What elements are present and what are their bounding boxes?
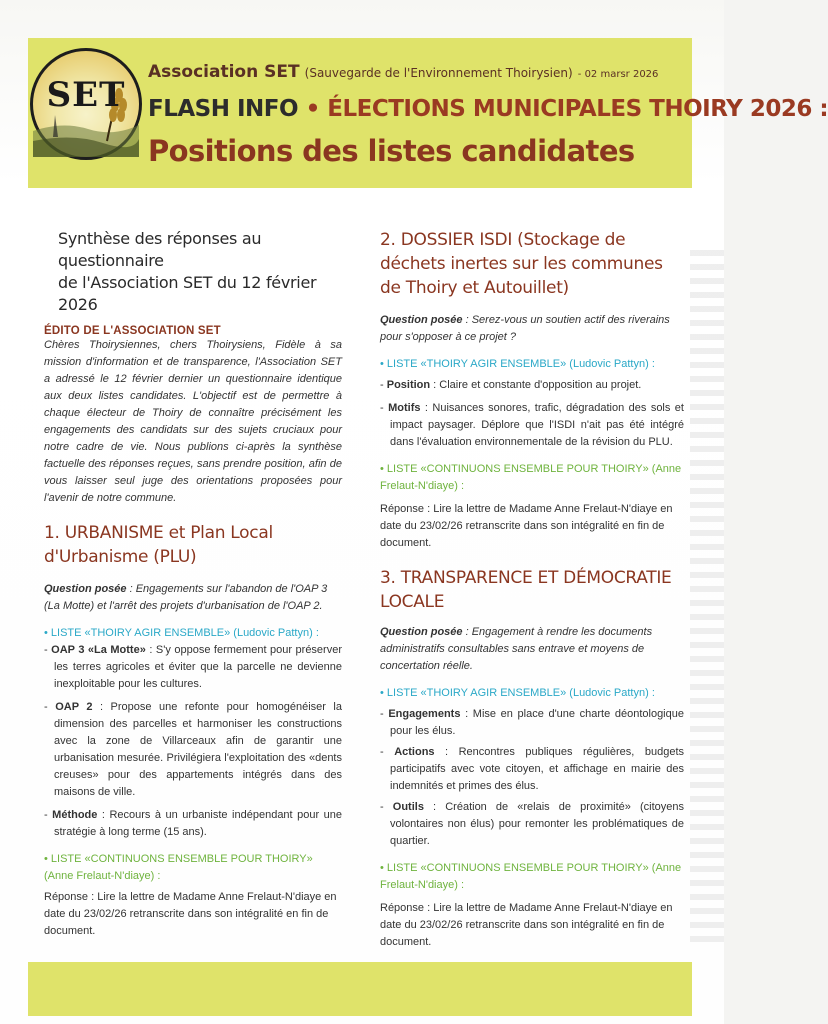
issue-date: - 02 marsr 2026 xyxy=(577,69,659,80)
item-label: Actions xyxy=(394,746,435,758)
section-3-list-b-head: • LISTE «CONTINUONS ENSEMBLE POUR THOIRY» (Anne Frelaut-N'diaye) : xyxy=(380,862,682,891)
edito-title: ÉDITO DE L'ASSOCIATION SET xyxy=(44,325,221,337)
left-column xyxy=(44,228,342,940)
footer-band xyxy=(28,962,692,1016)
synthesis-title-line-2: de l'Association SET du 12 février 2026 xyxy=(58,273,317,314)
section-3-title: 3. TRANSPARENCE ET DÉMOCRATIE LOCALE xyxy=(380,568,672,612)
flash-title: ÉLECTIONS MUNICIPALES THOIRY 2026 : xyxy=(327,96,828,122)
list-item: - Actions : Rencontres publiques régulières, budgets participatifs avec vote citoyen, et affichage en mairie des indemnités et primes des élus. xyxy=(380,746,684,792)
flash-separator: • xyxy=(298,96,328,122)
section-2-title: 2. DOSSIER ISDI (Stockage de déchets inertes sur les communes de Thoiry et Autouillet) xyxy=(380,230,663,298)
section-2-question xyxy=(380,312,684,346)
item-text: : Recours à un urbaniste indépendant pour une stratégie à long terme (15 ans). xyxy=(54,809,342,838)
list-item: - Méthode : Recours à un urbaniste indépendant pour une stratégie à long terme (15 ans). xyxy=(44,809,342,838)
item-text: : Claire et constante d'opposition au projet. xyxy=(430,379,642,391)
item-text: : S'y oppose fermement pour préserver les terres agricoles et éviter que la parcelle ne devienne inexploitable pour les cultures. xyxy=(54,644,342,690)
section-2-reply: Réponse : Lire la lettre de Madame Anne Frelaut-N'diaye en date du 23/02/26 retranscrite dans son intégralité en fin de document. xyxy=(380,503,673,549)
item-label: Méthode xyxy=(52,809,98,821)
item-label: OAP 2 xyxy=(55,701,93,713)
question-label: Question posée xyxy=(380,626,463,638)
list-item: - Engagements : Mise en place d'une charte déontologique pour les élus. xyxy=(380,708,684,737)
item-label: Motifs xyxy=(388,402,421,414)
section-1-list-b-head: • LISTE «CONTINUONS ENSEMBLE POUR THOIRY» (Anne Frelaut-N'diaye) : xyxy=(44,853,313,882)
flash-info-title xyxy=(148,96,828,122)
item-label: OAP 3 «La Motte» xyxy=(51,644,146,656)
item-text: : Nuisances sonores, trafic, dégradation des sols et impact paysager. Déplore que l'ISDI n'ait pas été intégré dans l'évaluation environnementale de la révision du PLU. xyxy=(390,402,684,448)
item-label: Outils xyxy=(392,801,424,813)
list-item: - Outils : Création de «relais de proximité» (citoyens volontaires non élus) pour remonter les problématiques de quartier. xyxy=(380,801,684,847)
section-2-list-b-head: • LISTE «CONTINUONS ENSEMBLE POUR THOIRY» (Anne Frelaut-N'diaye) : xyxy=(380,463,682,492)
association-name: Association SET xyxy=(148,62,300,82)
section-3-question xyxy=(380,624,684,675)
association-logo xyxy=(30,48,142,160)
item-label: Position xyxy=(386,379,431,391)
question-label: Question posée xyxy=(380,314,463,326)
question-text: : Serez-vous un soutien actif des riverains pour s'opposer à ce projet ? xyxy=(380,314,670,343)
list-item: - Position : Claire et constante d'opposition au projet. xyxy=(380,379,642,391)
logo-text: SET xyxy=(46,75,126,115)
synthesis-title-line-1: Synthèse des réponses au questionnaire xyxy=(58,229,262,270)
section-1-title: 1. URBANISME et Plan Local d'Urbanisme (PLU) xyxy=(44,523,273,567)
association-line xyxy=(148,62,688,82)
section-2-list-a-head: • LISTE «THOIRY AGIR ENSEMBLE» (Ludovic Pattyn) : xyxy=(380,358,655,370)
section-1-list-a-head: • LISTE «THOIRY AGIR ENSEMBLE» (Ludovic Pattyn) : xyxy=(44,627,319,639)
right-column xyxy=(380,228,684,951)
list-item: - OAP 3 «La Motte» : S'y oppose fermement pour préserver les terres agricoles et éviter que la parcelle ne devienne inexploitable pour les cultures. xyxy=(44,644,342,690)
section-1-question xyxy=(44,581,342,615)
item-label: Engagements xyxy=(388,708,461,720)
item-text: : Rencontres publiques régulières, budgets participatifs avec vote citoyen, et affichage en mairie des indemnités et primes des élus. xyxy=(390,746,684,792)
section-3-reply: Réponse : Lire la lettre de Madame Anne Frelaut-N'diaye en date du 23/02/26 retranscrite dans son intégralité en fin de document. xyxy=(380,902,673,948)
flash-prefix: FLASH INFO xyxy=(148,96,299,122)
item-text: : Création de «relais de proximité» (citoyens volontaires non élus) pour remonter les problématiques de quartier. xyxy=(390,801,684,847)
section-1-reply: Réponse : Lire la lettre de Madame Anne Frelaut-N'diaye en date du 23/02/26 retranscrite dans son intégralité en fin de document. xyxy=(44,891,337,937)
page-title: Positions des listes candidates xyxy=(148,134,635,168)
question-text: : Engagement à rendre les documents administratifs consultables sans entrave et moyens de concertation réelle. xyxy=(380,626,653,672)
section-3-list-a-head: • LISTE «THOIRY AGIR ENSEMBLE» (Ludovic Pattyn) : xyxy=(380,687,655,699)
synthesis-title xyxy=(44,228,342,316)
edito-body: Chères Thoirysiennes, chers Thoirysiens, Fidèle à sa mission d'information et de transparence, l'Association SET a adressé le 12 février dernier un questionnaire identique aux deux listes candidates. L'objectif est de permettre à chaque électeur de Thoiry de connaître précisément les engagements des candidats sur des sujets cruciaux pour notre cadre de vie. Nous publions ci-après la synthèse factuelle des réponses reçues, sans prendre position, afin de vous laisser seul juge des orientations proposées pour l'avenir de notre commune. xyxy=(44,339,342,504)
list-item: - OAP 2 : Propose une refonte pour homogénéiser la dimension des parcelles et harmoniser les constructions avec la zone de Villarceaux afin de garantir une urbanisation mesurée. Privilégiera l'exploitation des «dents creuses» pour des appartements intégrés dans des maisons de ville. xyxy=(44,701,342,798)
list-item: - Motifs : Nuisances sonores, trafic, dégradation des sols et impact paysager. Déplore que l'ISDI n'ait pas été intégré dans l'évaluation environnementale de la révision du PLU. xyxy=(380,402,684,448)
item-text: : Propose une refonte pour homogénéiser la dimension des parcelles et harmoniser les constructions avec la zone de Villarceaux afin de garantir une urbanisation mesurée. Privilégiera l'exploitation des «dents creuses» pour des appartements intégrés dans des maisons de ville. xyxy=(54,701,342,798)
item-text: : Mise en place d'une charte déontologique pour les élus. xyxy=(390,708,684,737)
question-text: : Engagements sur l'abandon de l'OAP 3 (La Motte) et l'arrêt des projets d'urbanisation de l'OAP 2. xyxy=(44,583,328,612)
question-label: Question posée xyxy=(44,583,127,595)
association-subtitle: (Sauvegarde de l'Environnement Thoirysien) xyxy=(304,66,573,80)
bleed-through-shadow xyxy=(690,250,724,950)
